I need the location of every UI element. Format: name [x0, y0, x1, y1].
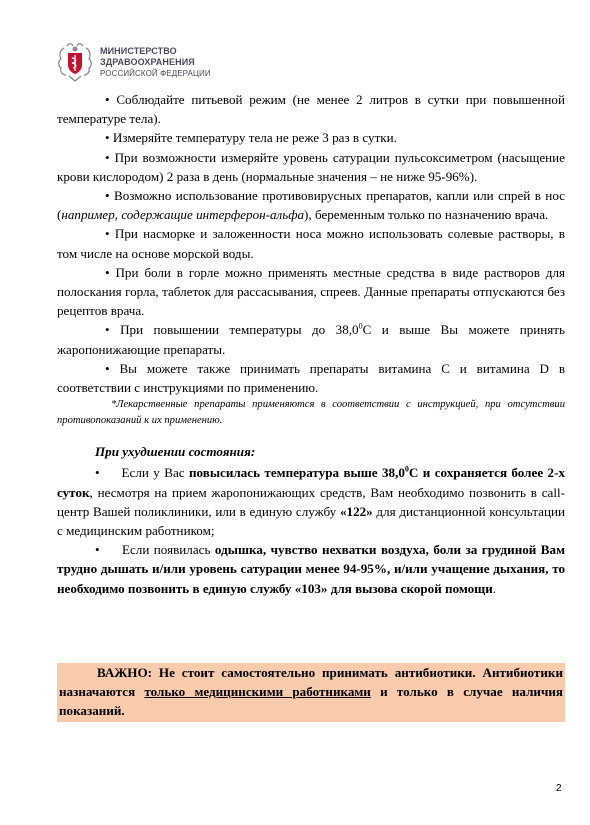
recommendation-item [57, 90, 565, 128]
recommendation-text: Вы можете также принимать препараты витамина С и витамина D в соответствии с инструкциями по применению. [57, 360, 565, 396]
recommendation-text: ), беременным только по назначению врача. [304, 207, 549, 223]
worsening-highlight: повысилась температура выше 38,0 [188, 465, 405, 481]
bullet-icon: • [105, 322, 110, 338]
worsening-text: , несмотря на прием жаропонижающих средств, Вам необходимо позвонить в call-центр Вашей поликлиники, или в единую службу [57, 484, 565, 519]
footnote: *Лекарственные препараты применяются в соответствии с инструкцией, при отсутствии противопоказаний к их применению. [57, 399, 565, 426]
hotline-number: «122» [339, 503, 373, 519]
recommendation-item [57, 186, 565, 224]
recommendation-example: например, содержащие интерферон-альфа [61, 207, 305, 223]
warning-underlined-text: только медицинскими работниками [144, 684, 371, 700]
ministry-name-line1: МИНИСТЕРСТВО [100, 45, 177, 56]
ministry-name-line2: ЗДРАВООХРАНЕНИЯ [100, 56, 195, 67]
worsening-text: для дистанционной консультации с медицинским работником; [57, 503, 565, 539]
worsening-item [57, 463, 565, 540]
warning-text: и только в случае наличия показаний. [59, 684, 563, 719]
bullet-icon: • [105, 226, 110, 242]
degree-superscript: 0 [358, 322, 363, 332]
recommendation-text: Измеряйте температуру тела не реже 3 раз в сутки. [112, 130, 397, 146]
recommendation-text: При повышении температуры до 38,0 [120, 322, 359, 338]
degree-superscript: 0 [404, 465, 409, 475]
antibiotics-warning-box [57, 663, 565, 722]
recommendation-text: Возможно использование противовирусных препаратов, капли или спрей в нос ( [57, 188, 565, 223]
recommendation-item [57, 263, 565, 321]
eagle-emblem-icon [56, 40, 94, 84]
recommendation-text: С и выше Вы можете принять жаропонижающие препараты. [57, 322, 565, 357]
recommendation-text: При возможности измеряйте уровень сатурации пульсоксиметром (насыщение крови кислородом) 2 раза в день (нормальные значения – не ниже 95-96%). [57, 149, 565, 184]
worsening-text: Если появилась [121, 542, 215, 558]
recommendation-item [57, 128, 565, 147]
recommendation-text: Соблюдайте питьевой режим (не менее 2 литров в сутки при повышенной температуре тела). [57, 92, 565, 127]
recommendation-item [57, 320, 565, 358]
ministry-name [100, 46, 211, 79]
worsening-text: . [492, 580, 497, 596]
ministry-name-line3: РОССИЙСКОЙ ФЕДЕРАЦИИ [100, 68, 211, 78]
page-number: 2 [556, 783, 562, 794]
bullet-icon: • [105, 188, 110, 204]
bullet-icon: • [95, 542, 100, 558]
bullet-icon: • [105, 360, 110, 376]
recommendation-text: При насморке и заложенности носа можно использовать солевые растворы, в том числе на основе морской воды. [57, 226, 565, 261]
bullet-icon: • [105, 130, 110, 146]
bullet-icon: • [105, 92, 110, 107]
recommendation-item [57, 148, 565, 186]
recommendation-item [57, 224, 565, 262]
ministry-logo [56, 40, 236, 84]
worsening-highlight: С и сохраняется более 2-х суток [57, 465, 565, 500]
worsening-title: При ухудшении состояния: [95, 444, 256, 460]
recommendation-item [57, 359, 565, 397]
worsening-highlight: одышка, чувство нехватки воздуха, боли за грудиной Вам трудно дышать и/или уровень сатурации менее 94-95%, и/или учащение дыхания, то необходимо позвонить в единую службу «103» для вызова скорой помощи [57, 542, 565, 596]
warning-text: ВАЖНО: Не стоит самостоятельно принимать антибиотики. Антибиотики назначаются [59, 665, 563, 700]
bullet-icon: • [105, 264, 110, 280]
worsening-item [57, 540, 565, 598]
recommendation-text: При боли в горле можно применять местные средства в виде растворов для полоскания горла, таблеток для рассасывания, спреев. Данные препараты отпускаются без рецептов врача. [57, 264, 565, 319]
bullet-icon: • [95, 465, 100, 481]
recommendations-list [57, 90, 565, 598]
bullet-icon: • [105, 149, 110, 165]
worsening-text: Если у Вас [121, 465, 189, 481]
